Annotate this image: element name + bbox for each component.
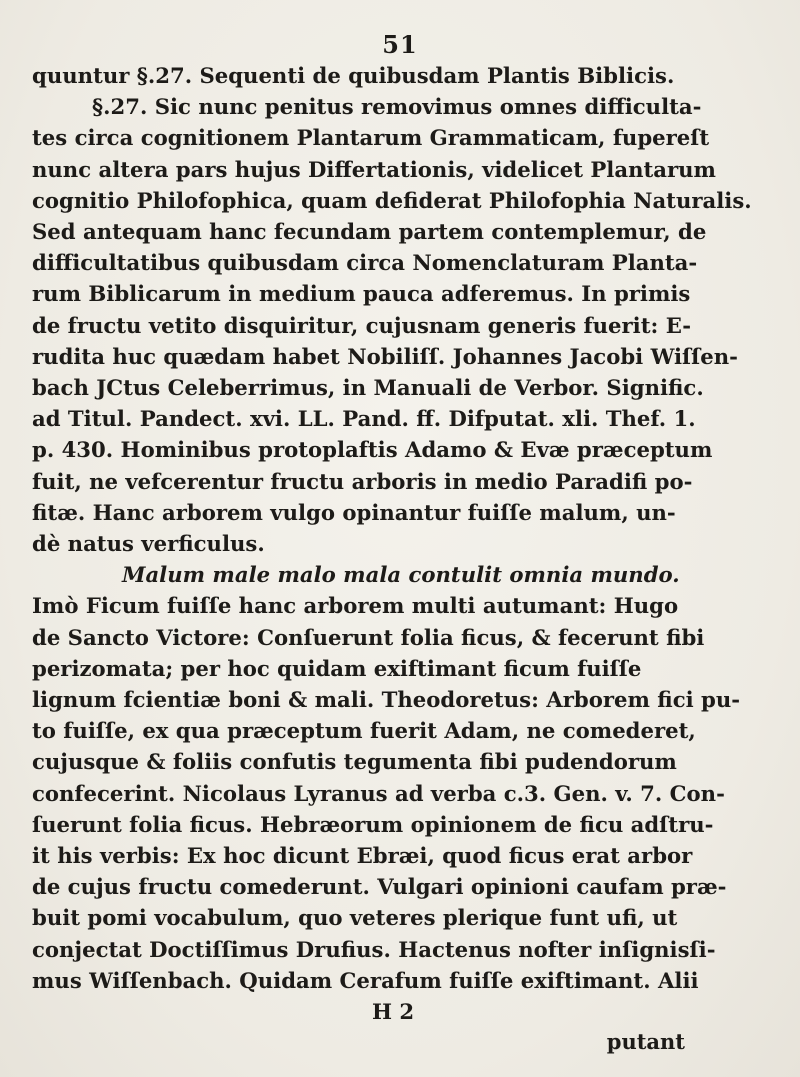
text-line: buit pomi vocabulum, quo veteres plerique funt ufi, ut [32,905,678,931]
text-line: bach JCtus Celeberrimus, in Manuali de Verbor. Signific. [32,375,704,401]
text-line: cujusque & foliis confutis tegumenta fibi pudendorum [32,749,677,775]
text-line: de cujus fructu comederunt. Vulgari opinioni caufam præ- [32,874,727,900]
text-line: conjectat Doctiſſimus Drufius. Hactenus nofter inſignisſi- [32,936,716,962]
text-line: §.27. Sic nunc penitus removimus omnes difficulta- [92,94,702,120]
text-line: ad Titul. Pandect. xvi. LL. Pand. ff. Difputat. xli. Thef. 1. [32,406,696,432]
text-line: lignum fcientiæ boni & mali. Theodoretus: Arborem fici pu- [32,687,741,713]
catchword: putant [606,1029,685,1054]
body-text [32,60,762,1027]
text-line: nunc altera pars hujus Differtationis, videlicet Plantarum [32,156,716,182]
page-number: 51 [382,30,418,59]
text-line: rum Biblicarum in medium pauca adferemus. In primis [32,281,691,307]
text-line: quuntur §.27. Sequenti de quibusdam Plantis Biblicis. [32,63,675,88]
text-line: Sed antequam hanc fecundam partem contemplemur, de [32,219,707,245]
verse-line: Malum male malo mala contulit omnia mundo. [122,562,680,588]
text-line: de fructu vetito disquiritur, cujusnam generis fuerit: E- [32,312,692,338]
text-line: ſuerunt folia ficus. Hebræorum opinionem de ficu adſtru- [32,811,714,837]
text-line: Imò Ficum fuiſſe hanc arborem multi autumant: Hugo [32,593,679,619]
text-line: p. 430. Hominibus protoplaftis Adamo & Evæ præceptum [32,437,713,463]
text-line: de Sancto Victore: Conſuerunt folia ficus, & fecerunt fibi [32,624,705,650]
text-line: cognitio Philofophica, quam defiderat Philofophia Naturalis. [32,187,752,213]
text-line: rudita huc quædam habet Nobiliſſ. Johannes Jacobi Wiſſen- [32,343,738,369]
text-line: difficultatibus quibusdam circa Nomenclaturam Planta- [32,250,698,276]
text-line: mus Wiſſenbach. Quidam Cerafum fuiſſe exiftimant. Alii [32,967,699,993]
text-line: dè natus verficulus. [32,531,265,557]
text-line: to fuiſſe, ex qua præceptum fuerit Adam, ne comederet, [32,718,696,744]
text-line: fitæ. Hanc arborem vulgo opinantur fuiſſe malum, un- [32,499,676,525]
text-line: tes circa cognitionem Plantarum Grammaticam, fupereſt [32,125,710,151]
text-line: perizomata; per hoc quidam exiftimant ficum fuiſſe [32,655,642,681]
text-line: confecerint. Nicolaus Lyranus ad verba c.3. Gen. v. 7. Con- [32,780,725,806]
signature-mark: H 2 [372,999,415,1025]
text-line: fuit, ne vefcerentur fructu arboris in medio Paradifi po- [32,468,693,494]
text-line: it his verbis: Ex hoc dicunt Ebræi, quod ficus erat arbor [32,843,693,869]
